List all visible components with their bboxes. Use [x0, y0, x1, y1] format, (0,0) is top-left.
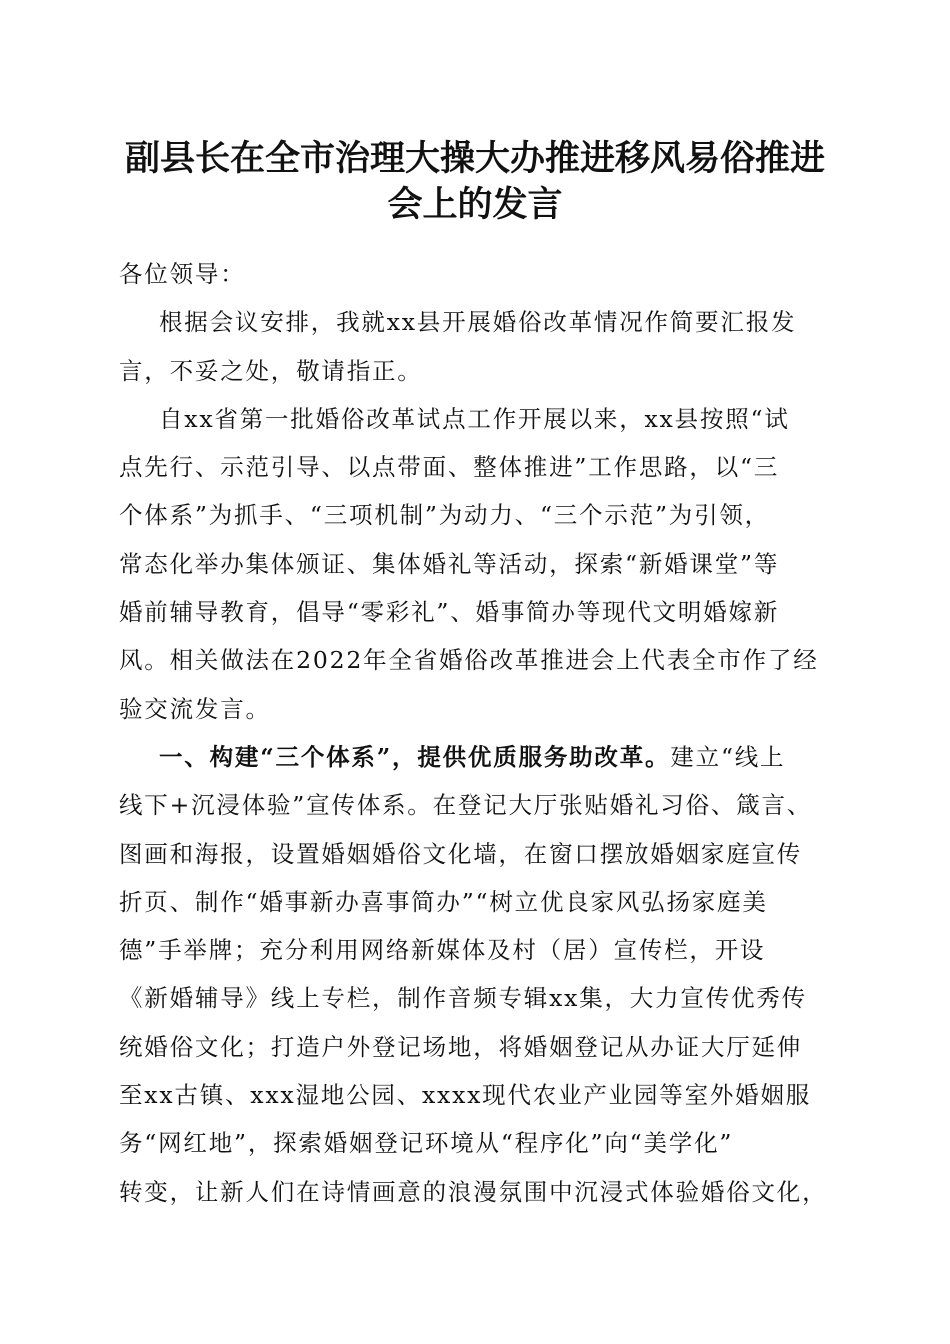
paragraph-3-line: 统婚俗文化；打造户外登记场地，将婚姻登记从办证大厅延伸 — [119, 1032, 803, 1061]
paragraph-3-line: 务“网红地”，探索婚姻登记环境从“程序化”向“美学化” — [119, 1129, 734, 1158]
paragraph-3-line: 折页、制作“婚事新办喜事简办”“树立优良家风弘扬家庭美 — [119, 887, 768, 916]
section-heading: 一、构建“三个体系”，提供优质服务助改革。 — [159, 742, 671, 771]
paragraph-3-line: 线下+沉浸体验”宣传体系。在登记大厅张贴婚礼习俗、箴言、 — [119, 791, 813, 820]
document-body — [119, 250, 835, 1216]
title-line-1: 副县长在全市治理大操大办推进移风易俗推进 — [124, 138, 825, 179]
paragraph-2-line: 婚前辅导教育，倡导“零彩礼”、婚事简办等现代文明婚嫁新 — [119, 598, 780, 627]
paragraph-3-line: 《新婚辅导》线上专栏，制作音频专辑xx集，大力宣传优秀传 — [119, 984, 807, 1013]
paragraph-2-line: 个体系”为抓手、“三项机制”为动力、“三个示范”为引领， — [119, 501, 770, 530]
paragraph-3-line: 转变，让新人们在诗情画意的浪漫氛围中沉浸式体验婚俗文化， — [119, 1177, 828, 1206]
paragraph-1-line: 言，不妥之处，敬请指正。 — [119, 356, 423, 385]
salutation: 各位领导： — [119, 260, 246, 288]
title-line-2: 会上的发言 — [387, 184, 563, 225]
paragraph-1-line: 根据会议安排，我就xx县开展婚俗改革情况作简要汇报发 — [159, 308, 797, 337]
paragraph-2-line: 常态化举办集体颁证、集体婚礼等活动，探索“新婚课堂”等 — [119, 549, 780, 578]
paragraph-2-line: 验交流发言。 — [119, 694, 271, 723]
paragraph-3-line: 图画和海报，设置婚姻婚俗文化墙，在窗口摆放婚姻家庭宣传 — [119, 839, 803, 868]
paragraph-3-line — [119, 733, 835, 781]
document-title — [100, 136, 850, 228]
paragraph-2-line: 风。相关做法在2022年全省婚俗改革推进会上代表全市作了经 — [119, 646, 819, 675]
paragraph-2-line: 自xx省第一批婚俗改革试点工作开展以来，xx县按照“试 — [159, 404, 790, 433]
paragraph-3-line: 德”手举牌；充分利用网络新媒体及村（居）宣传栏，开设 — [119, 936, 766, 965]
section-heading-tail: 建立“线上 — [670, 742, 786, 771]
paragraph-2-line: 点先行、示范引导、以点带面、整体推进”工作思路，以“三 — [119, 453, 780, 482]
paragraph-3-line: 至xx古镇、xxx湿地公园、xxxx现代农业产业园等室外婚姻服 — [119, 1081, 812, 1110]
